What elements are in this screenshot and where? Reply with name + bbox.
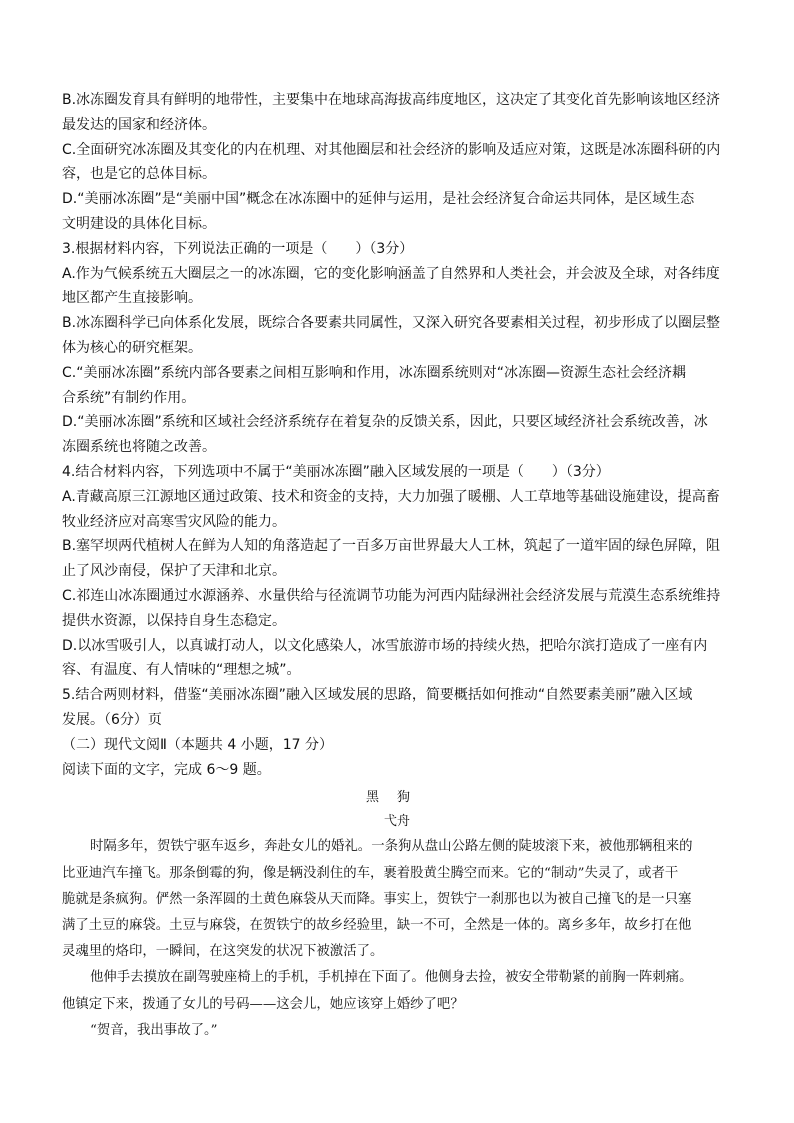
question-line: C.全面研究冰冻圈及其变化的内在机理、对其他圈层和社会经济的影响及适应对策，这既是冰冻圈科研的内 — [62, 141, 721, 158]
question-line: 5.结合两则材料，借鉴“美丽冰冻圈”融入区域发展的思路，简要概括如何推动“自然要素美丽”融入区域 — [62, 687, 693, 704]
story-author: 弋舟 — [383, 814, 410, 830]
question-line: 牧业经济应对高寒雪灾风险的能力。 — [62, 513, 286, 530]
question-line: 3.根据材料内容，下列说法正确的一项是（ ）（3分） — [62, 240, 414, 257]
question-line: A.青藏高原三江源地区通过政策、技术和资金的支持，大力加强了暖棚、人工草地等基础设施建设，提高畜 — [62, 488, 720, 505]
question-line: C.祁连山冰冻圈通过水源涵养、水量供给与径流调节功能为河西内陆绿洲社会经济发展与荒漠生态系统维持 — [62, 587, 721, 604]
question-line: D.以冰雪吸引人，以真诚打动人，以文化感染人，冰雪旅游市场的持续火热，把哈尔滨打造成了一座有内 — [62, 637, 708, 654]
story-line: 脆就是条疯狗。俨然一条浑圆的土黄色麻袋从天而降。事实上，贺铁宁一刹那也以为被自己撞飞的是一只塞 — [62, 891, 692, 907]
question-line: 4.结合材料内容，下列选项中不属于“美丽冰冻圈”融入区域发展的一项是（ ）（3分） — [62, 463, 610, 480]
question-line: 提供水资源，以保持自身生态稳定。 — [62, 612, 286, 629]
story-line: 灵魂里的烙印，一瞬间，在这突发的状况下被激活了。 — [62, 944, 384, 960]
question-line: 发展。（6分）页 — [62, 711, 162, 728]
story-title: 黑狗 — [365, 790, 428, 806]
question-line: 止了风沙南侵，保护了天津和北京。 — [62, 563, 286, 580]
question-line: 阅读下面的文字，完成 6～9 题。 — [62, 761, 271, 778]
story-line: 满了土豆的麻袋。土豆与麻袋，在贺铁宁的故乡经验里，缺一不可，全然是一体的。离乡多年，故乡打在他 — [62, 917, 692, 933]
question-line: 体为核心的研究框架。 — [62, 339, 202, 356]
question-line: 容，也是它的总体目标。 — [62, 166, 216, 183]
document-body — [62, 88, 732, 1044]
story-line: 时隔多年，贺铁宁驱车返乡，奔赴女儿的婚礼。一条狗从盘山公路左侧的陡坡滚下来，被他那辆租来的 — [90, 839, 693, 855]
question-line: B.冰冻圈科学已向体系化发展，既综合各要素共同属性，又深入研究各要素相关过程，初步形成了以圈层整 — [62, 315, 721, 332]
question-line: 合系统”有制约作用。 — [62, 389, 196, 406]
question-line: C.“美丽冰冻圈”系统内部各要素之间相互影响和作用，冰冻圈系统则对“冰冻圈—资源生态社会经济耦 — [62, 364, 686, 381]
story-line: 比亚迪汽车撞飞。那条倒霉的狗，像是辆没刹住的车，裹着股黄尘腾空而来。它的“制动”失灵了，或者干 — [62, 865, 679, 881]
question-line: 容、有温度、有人情味的“理想之城”。 — [62, 662, 301, 679]
question-line: A.作为气候系统五大圈层之一的冰冻圈，它的变化影响涵盖了自然界和人类社会，并会波及全球，对各纬度 — [62, 265, 720, 282]
question-line: 文明建设的具体化目标。 — [62, 215, 216, 232]
question-line: （二）现代文阅Ⅱ（本题共 4 小题，17 分） — [62, 736, 333, 753]
question-line: B.冰冻圈发育具有鲜明的地带性，主要集中在地球高海拔高纬度地区，这决定了其变化首先影响该地区经济 — [62, 92, 721, 108]
question-line: D.“美丽冰冻圈”系统和区域社会经济系统存在着复杂的反馈关系，因此，只要区域经济社会系统改善，冰 — [62, 414, 708, 431]
question-line: B.塞罕坝两代植树人在鲜为人知的角落造起了一百多万亩世界最大人工林，筑起了一道牢固的绿色屏障，阻 — [62, 538, 721, 555]
question-line: 地区都产生直接影响。 — [62, 290, 202, 307]
story-line: “贺音，我出事故了。” — [90, 1022, 218, 1038]
story-line: 他伸手去摸放在副驾驶座椅上的手机，手机掉在下面了。他侧身去捡，被安全带勒紧的前胸一阵刺痛。 — [90, 970, 693, 986]
question-line: 冻圈系统也将随之改善。 — [62, 439, 216, 456]
question-line: 最发达的国家和经济体。 — [62, 116, 216, 133]
story-line: 他镇定下来，拨通了女儿的号码——这会儿，她应该穿上婚纱了吧？ — [62, 996, 464, 1012]
question-line: D.“美丽冰冻圈”是“美丽中国”概念在冰冻圈中的延伸与运用，是社会经济复合命运共同体，是区域生态 — [62, 191, 695, 208]
